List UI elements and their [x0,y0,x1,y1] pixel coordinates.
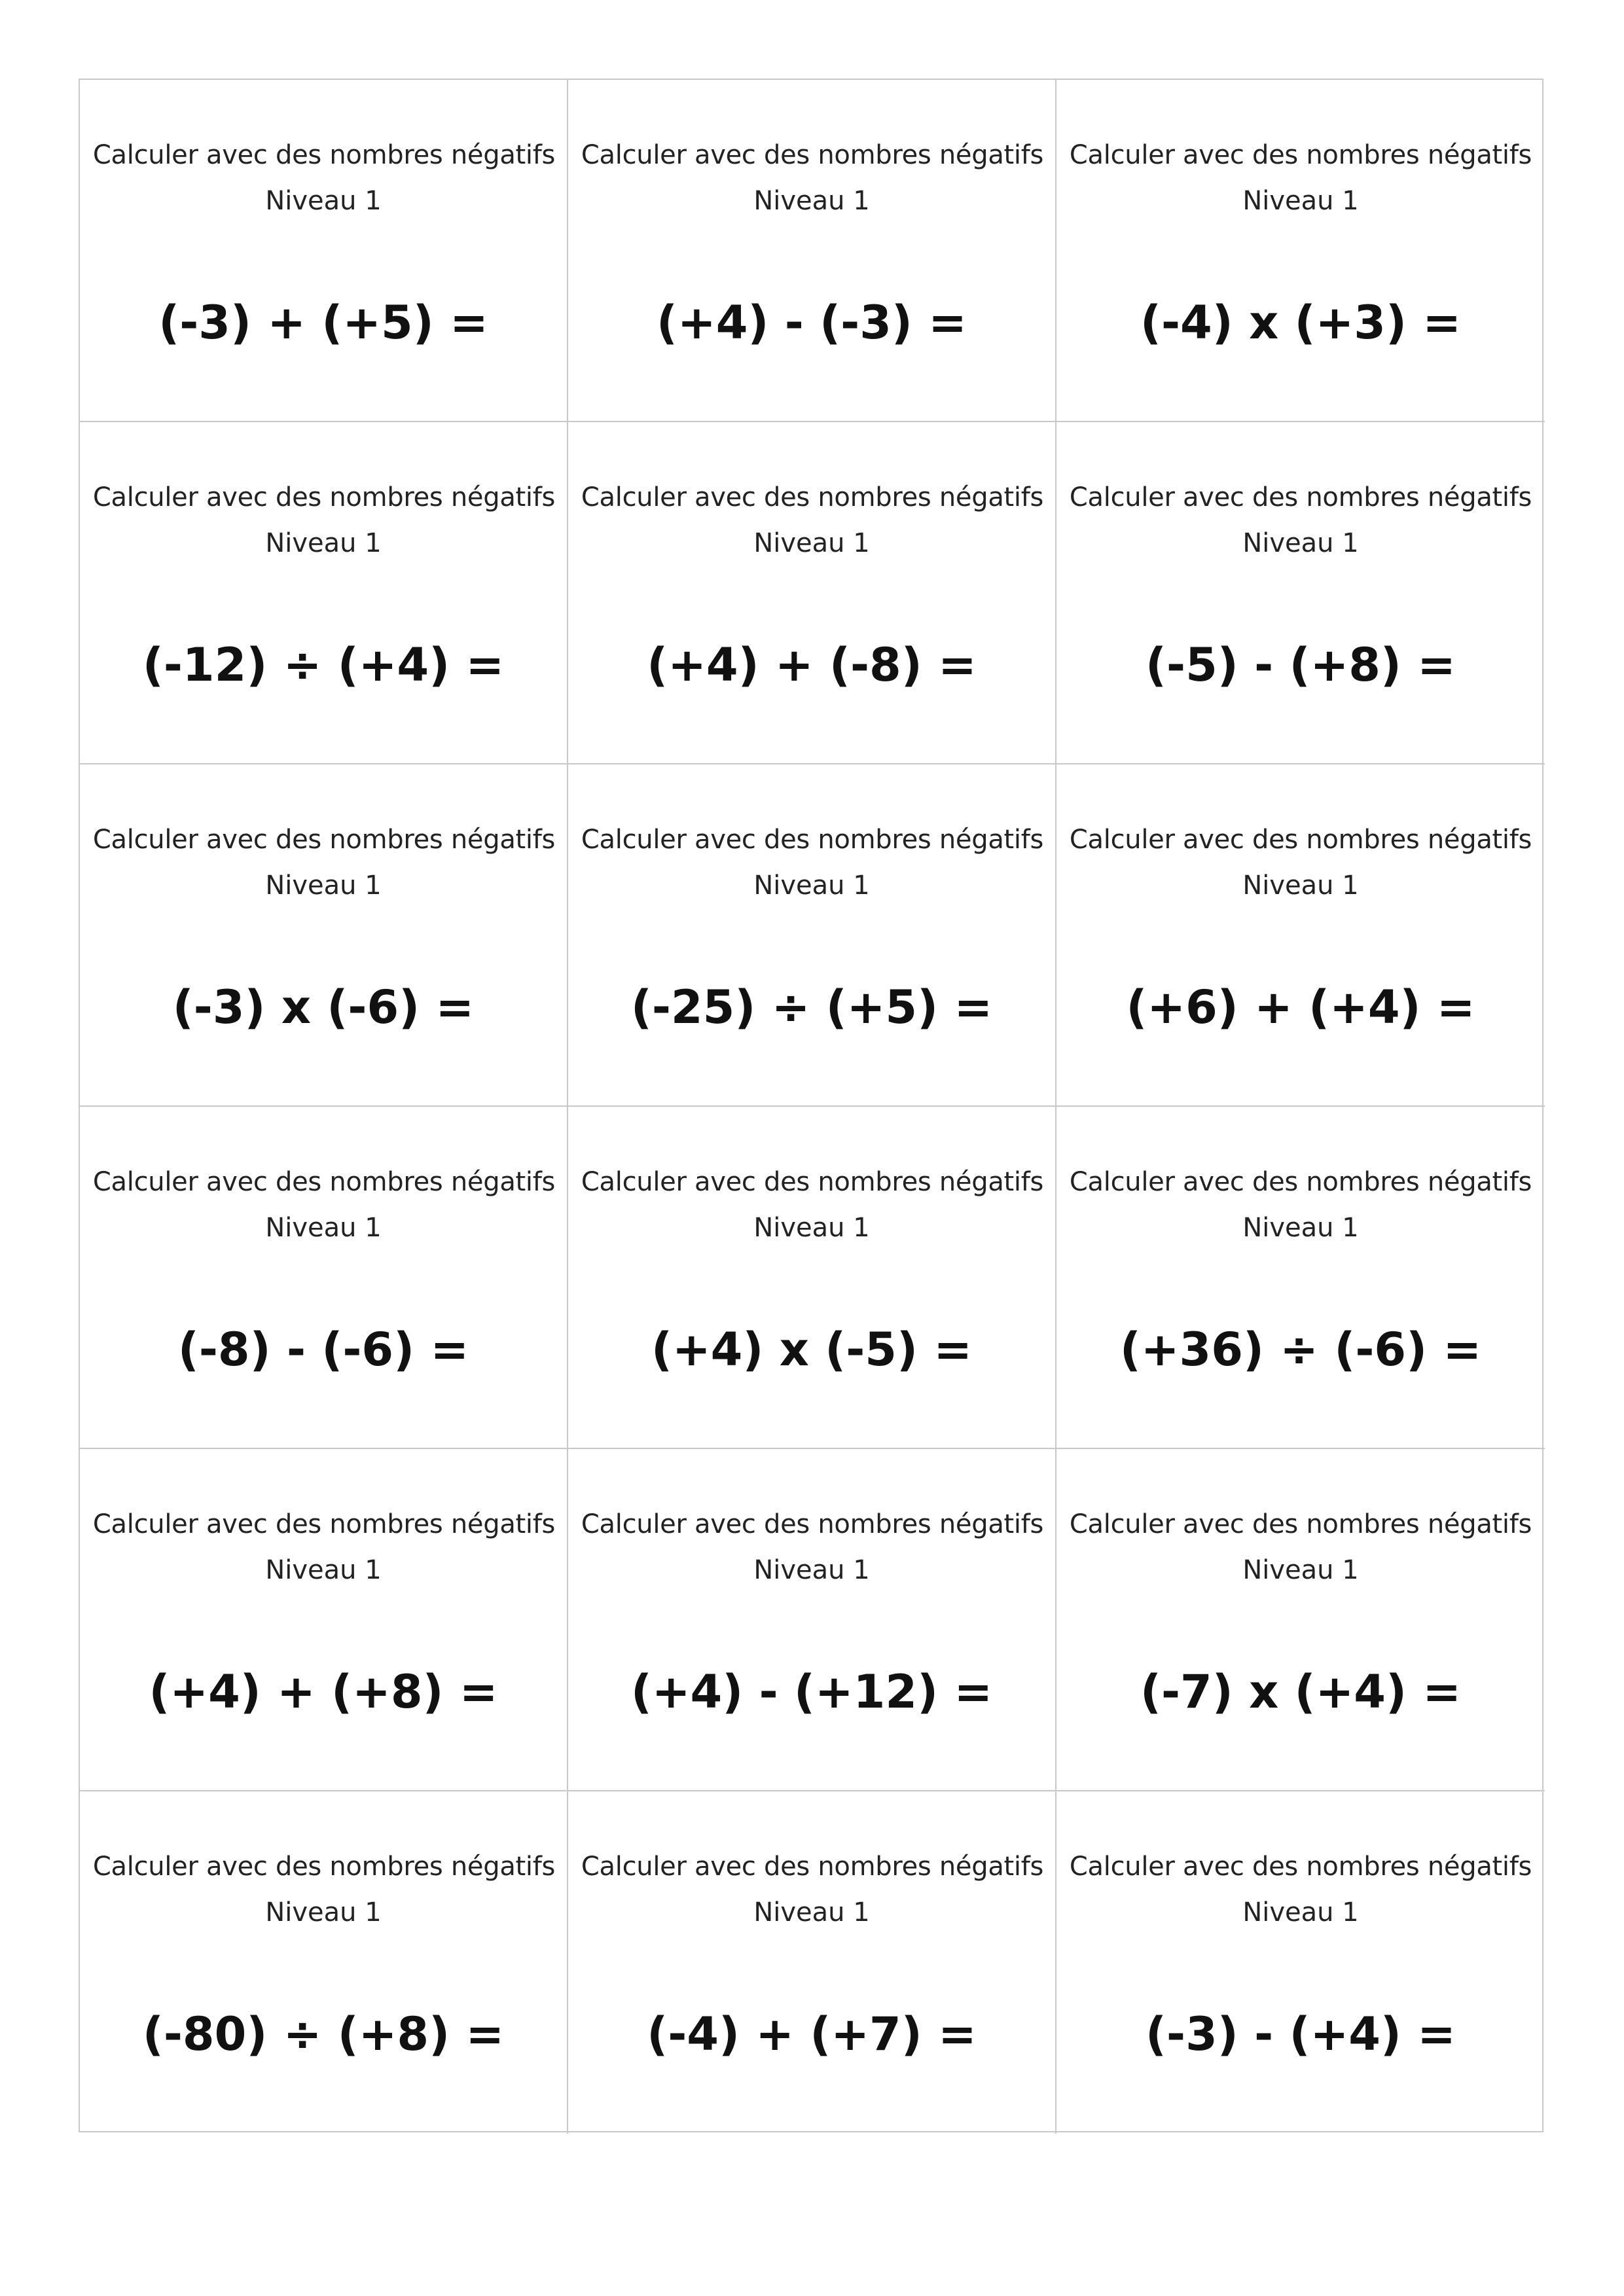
card-title: Calculer avec des nombres négatifs [581,825,1044,855]
card-expression: (-4) + (+7) = [647,2007,977,2061]
exercise-card [568,1449,1056,1791]
exercise-card [80,1449,568,1791]
card-expression: (-25) ÷ (+5) = [630,980,993,1034]
card-level: Niveau 1 [753,1555,870,1585]
exercise-card [568,764,1056,1107]
exercise-card [1056,1107,1545,1449]
card-title: Calculer avec des nombres négatifs [1069,1852,1532,1882]
exercise-card [80,1107,568,1449]
exercise-card [80,764,568,1107]
card-title: Calculer avec des nombres négatifs [581,1167,1044,1197]
card-level: Niveau 1 [265,528,382,558]
card-expression: (-12) ÷ (+4) = [142,638,505,692]
card-level: Niveau 1 [1242,528,1359,558]
card-expression: (-3) - (+4) = [1146,2007,1456,2061]
card-expression: (+4) - (-3) = [657,296,967,350]
card-title: Calculer avec des nombres négatifs [581,1852,1044,1882]
card-level: Niveau 1 [265,1897,382,1928]
exercise-card [1056,764,1545,1107]
card-title: Calculer avec des nombres négatifs [1069,1509,1532,1539]
card-level: Niveau 1 [1242,1555,1359,1585]
exercise-card [1056,80,1545,422]
card-title: Calculer avec des nombres négatifs [1069,482,1532,512]
card-level: Niveau 1 [265,1555,382,1585]
card-level: Niveau 1 [265,1213,382,1243]
card-level: Niveau 1 [265,870,382,901]
card-title: Calculer avec des nombres négatifs [92,825,556,855]
exercise-card [80,422,568,764]
card-level: Niveau 1 [1242,1213,1359,1243]
card-grid [79,79,1543,2132]
exercise-card [568,1107,1056,1449]
card-expression: (+36) ÷ (-6) = [1119,1323,1482,1376]
card-expression: (+4) x (-5) = [651,1323,972,1376]
card-expression: (-3) x (-6) = [172,980,475,1034]
exercise-card [568,1791,1056,2134]
card-title: Calculer avec des nombres négatifs [581,140,1044,170]
exercise-card [1056,422,1545,764]
exercise-card [1056,1449,1545,1791]
exercise-card [568,80,1056,422]
card-expression: (+6) + (+4) = [1126,980,1475,1034]
card-title: Calculer avec des nombres négatifs [581,482,1044,512]
card-level: Niveau 1 [1242,870,1359,901]
card-expression: (+4) + (-8) = [647,638,977,692]
card-level: Niveau 1 [753,186,870,216]
card-title: Calculer avec des nombres négatifs [92,1509,556,1539]
card-expression: (-80) ÷ (+8) = [142,2007,505,2061]
card-title: Calculer avec des nombres négatifs [581,1509,1044,1539]
card-expression: (-5) - (+8) = [1146,638,1456,692]
card-expression: (+4) + (+8) = [149,1665,498,1719]
card-title: Calculer avec des nombres négatifs [92,1852,556,1882]
card-level: Niveau 1 [753,1897,870,1928]
card-title: Calculer avec des nombres négatifs [1069,1167,1532,1197]
card-title: Calculer avec des nombres négatifs [92,482,556,512]
card-level: Niveau 1 [753,1213,870,1243]
exercise-card [1056,1791,1545,2134]
card-level: Niveau 1 [753,870,870,901]
card-expression: (+4) - (+12) = [630,1665,993,1719]
card-expression: (-8) - (-6) = [177,1323,469,1376]
card-expression: (-4) x (+3) = [1140,296,1461,350]
card-title: Calculer avec des nombres négatifs [1069,825,1532,855]
exercise-card [80,80,568,422]
card-level: Niveau 1 [1242,186,1359,216]
card-title: Calculer avec des nombres négatifs [1069,140,1532,170]
card-level: Niveau 1 [265,186,382,216]
card-expression: (-3) + (+5) = [158,296,488,350]
exercise-card [568,422,1056,764]
card-title: Calculer avec des nombres négatifs [92,1167,556,1197]
card-title: Calculer avec des nombres négatifs [92,140,556,170]
exercise-card [80,1791,568,2134]
card-level: Niveau 1 [1242,1897,1359,1928]
card-level: Niveau 1 [753,528,870,558]
card-expression: (-7) x (+4) = [1140,1665,1461,1719]
